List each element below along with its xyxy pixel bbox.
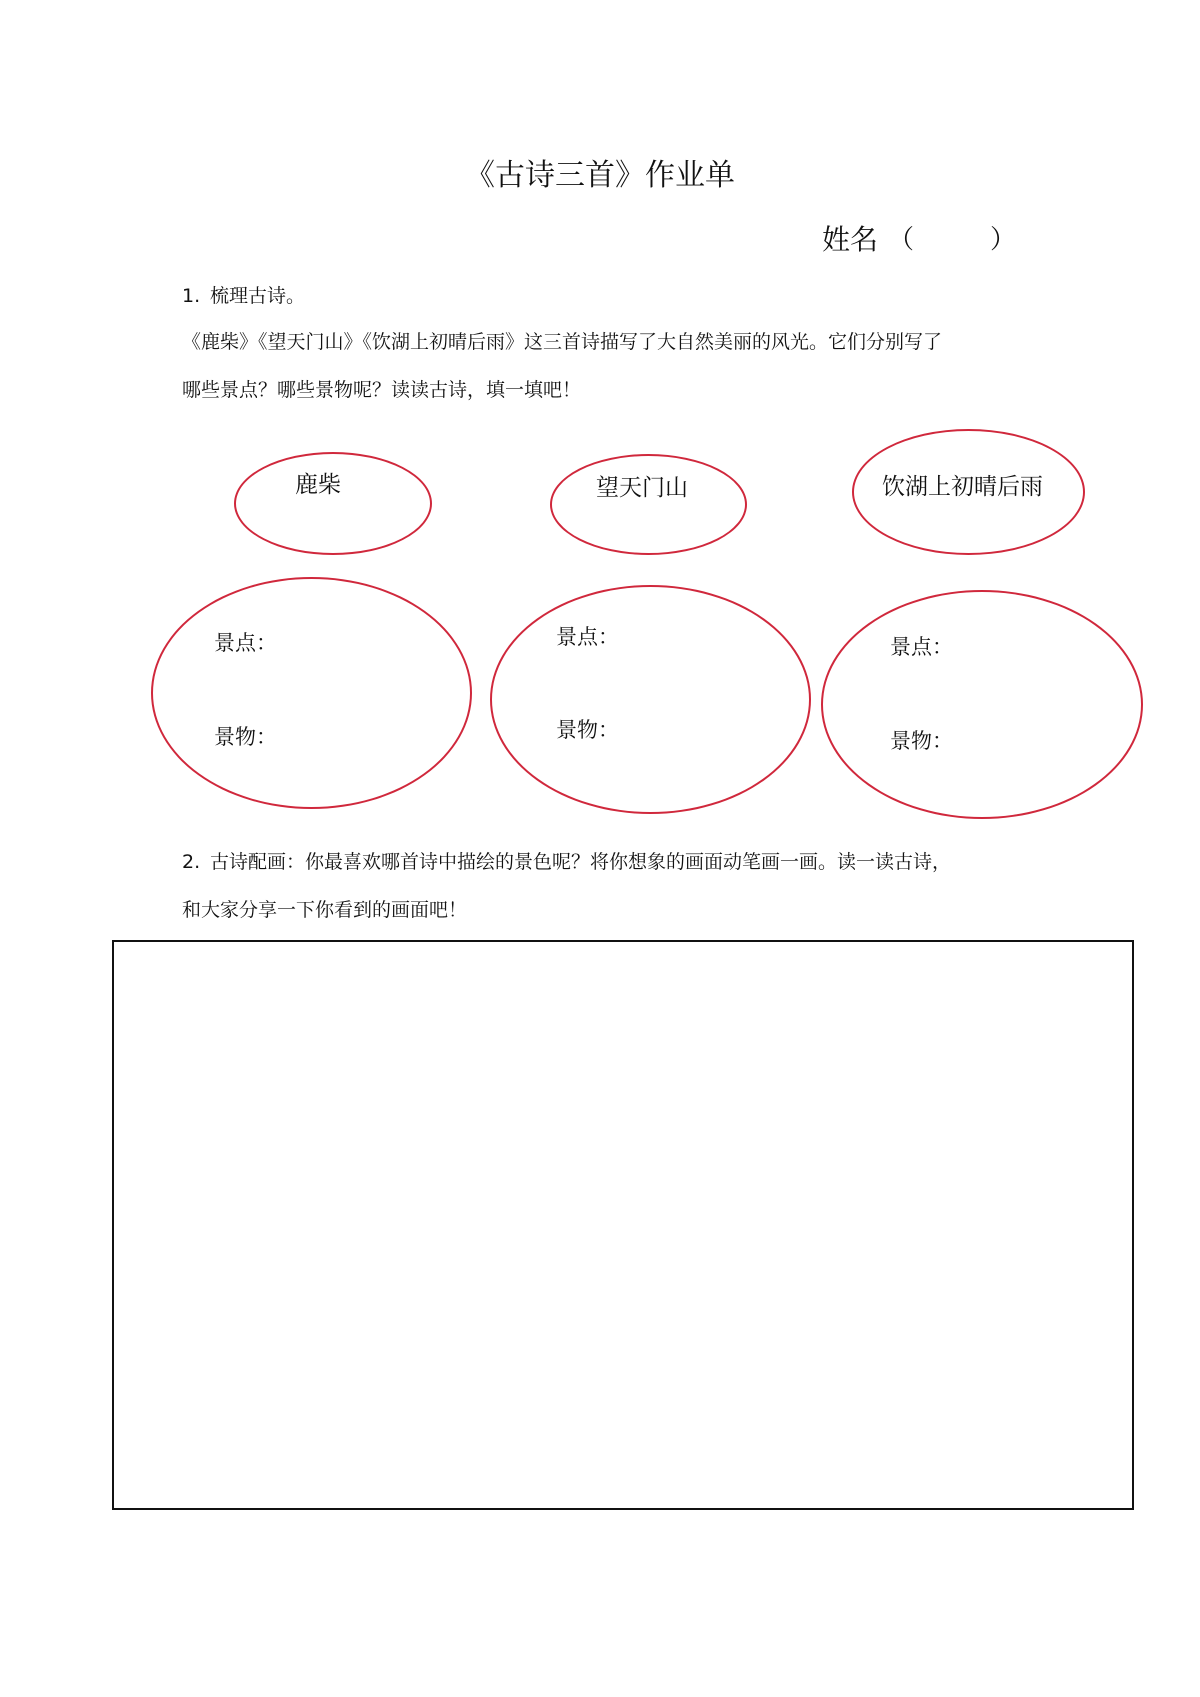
- section1-heading-text: 梳理古诗。: [210, 285, 306, 307]
- answer-ellipse-2: [490, 585, 811, 814]
- section2-line1: [182, 848, 951, 876]
- section1-instructions-line2: 哪些景点？哪些景物呢？读读古诗，填一填吧！: [182, 379, 582, 401]
- section1-heading: [182, 282, 305, 310]
- spot-label-1: 景点：: [214, 631, 277, 655]
- poem-title-2: 望天门山: [596, 475, 688, 501]
- answer-ellipse-1: [151, 577, 472, 809]
- section2-line1-text: 古诗配画：你最喜欢哪首诗中描绘的景色呢？将你想象的画面动笔画一画。读一读古诗，: [210, 851, 952, 873]
- poem-title-1: 鹿柴: [295, 472, 341, 498]
- poem-ellipse-1: [234, 452, 432, 555]
- scenery-label-2: 景物：: [556, 718, 619, 742]
- section1-number: 1.: [182, 285, 201, 307]
- section2-line2: 和大家分享一下你看到的画面吧！: [182, 899, 468, 921]
- answer-ellipse-3: [821, 590, 1143, 819]
- page-title: 《古诗三首》作业单: [465, 158, 735, 193]
- spot-label-2: 景点：: [556, 625, 619, 649]
- section1-instructions-line1: 《鹿柴》《望天门山》《饮湖上初晴后雨》这三首诗描写了大自然美丽的风光。它们分别写了: [182, 331, 943, 353]
- name-paren-close: ）: [990, 225, 1017, 255]
- section2-number: 2.: [182, 851, 201, 873]
- scenery-label-3: 景物：: [890, 729, 953, 753]
- poem-ellipse-2: [550, 454, 747, 555]
- scenery-label-1: 景物：: [214, 725, 277, 749]
- drawing-box: [112, 940, 1134, 1510]
- name-label: 姓名: [822, 223, 879, 256]
- name-paren-open: （: [888, 225, 915, 255]
- poem-title-3: 饮湖上初晴后雨: [882, 474, 1043, 500]
- spot-label-3: 景点：: [890, 635, 953, 659]
